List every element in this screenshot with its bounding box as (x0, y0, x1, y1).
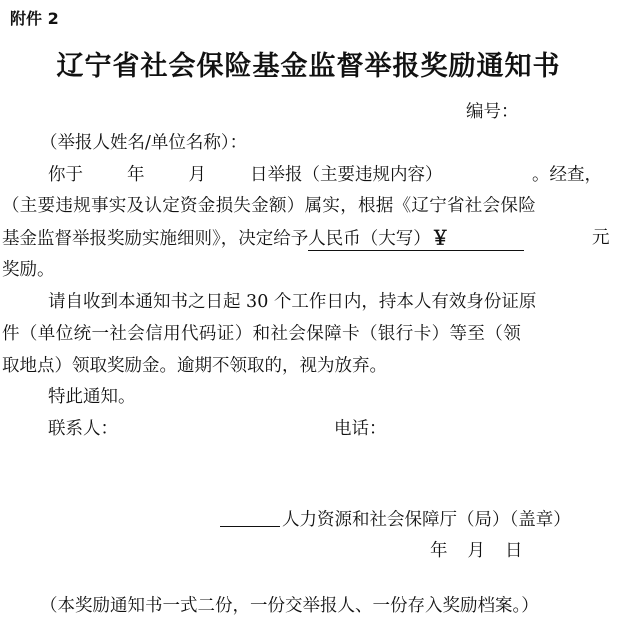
date-year: 年 (430, 541, 448, 561)
para2-line2: 件（单位统一社会信用代码证）和社会保障卡（银行卡）等至（领 (2, 324, 522, 344)
para2-line1: 请自收到本通知书之日起 30 个工作日内，持本人有效身份证原 (48, 292, 537, 312)
contact-person-label: 联系人： (48, 419, 118, 439)
attachment-label: 附件 2 (10, 9, 59, 28)
issuer-blank-line (220, 526, 280, 527)
special-notice: 特此通知。 (48, 387, 136, 407)
para1-line1 (48, 165, 443, 185)
issue-date (430, 541, 523, 561)
phone-label: 电话： (334, 419, 387, 439)
footnote: （本奖励通知书一式二份，一份交举报人、一份存入奖励档案。） (40, 596, 539, 616)
para1-line4: 奖励。 (2, 260, 55, 280)
date-day: 日 (505, 541, 523, 561)
para2-line3: 取地点）领取奖励金。逾期不领取的，视为放弃。 (2, 356, 387, 376)
issuer-seal-text: 人力资源和社会保障厅（局）（盖章） (282, 510, 571, 530)
para1-line3-prefix: 基金监督举报奖励实施细则》，决定给予 (2, 229, 309, 249)
rmb-uppercase-label: 人民币（大写） (308, 229, 431, 249)
para1-line3 (2, 228, 524, 249)
yen-symbol: ￥ (430, 227, 450, 249)
report-year-text: 年 (127, 165, 145, 185)
date-month: 月 (467, 541, 485, 561)
report-day-content-text: 日举报（主要违规内容） (250, 165, 443, 185)
serial-number-label: 编号： (466, 102, 519, 122)
checked-text: 。经查， (532, 165, 602, 185)
report-month-text: 月 (188, 165, 206, 185)
reward-amount-underline (308, 229, 524, 251)
addressee-line: （举报人姓名/单位名称）： (40, 133, 248, 153)
page-title: 辽宁省社会保险基金监督举报奖励通知书 (56, 51, 561, 82)
report-you-text: 你于 (48, 165, 83, 185)
yuan-text: 元 (592, 228, 610, 248)
para1-line2: （主要违规事实及认定资金损失金额）属实，根据《辽宁省社会保险 (2, 196, 536, 216)
